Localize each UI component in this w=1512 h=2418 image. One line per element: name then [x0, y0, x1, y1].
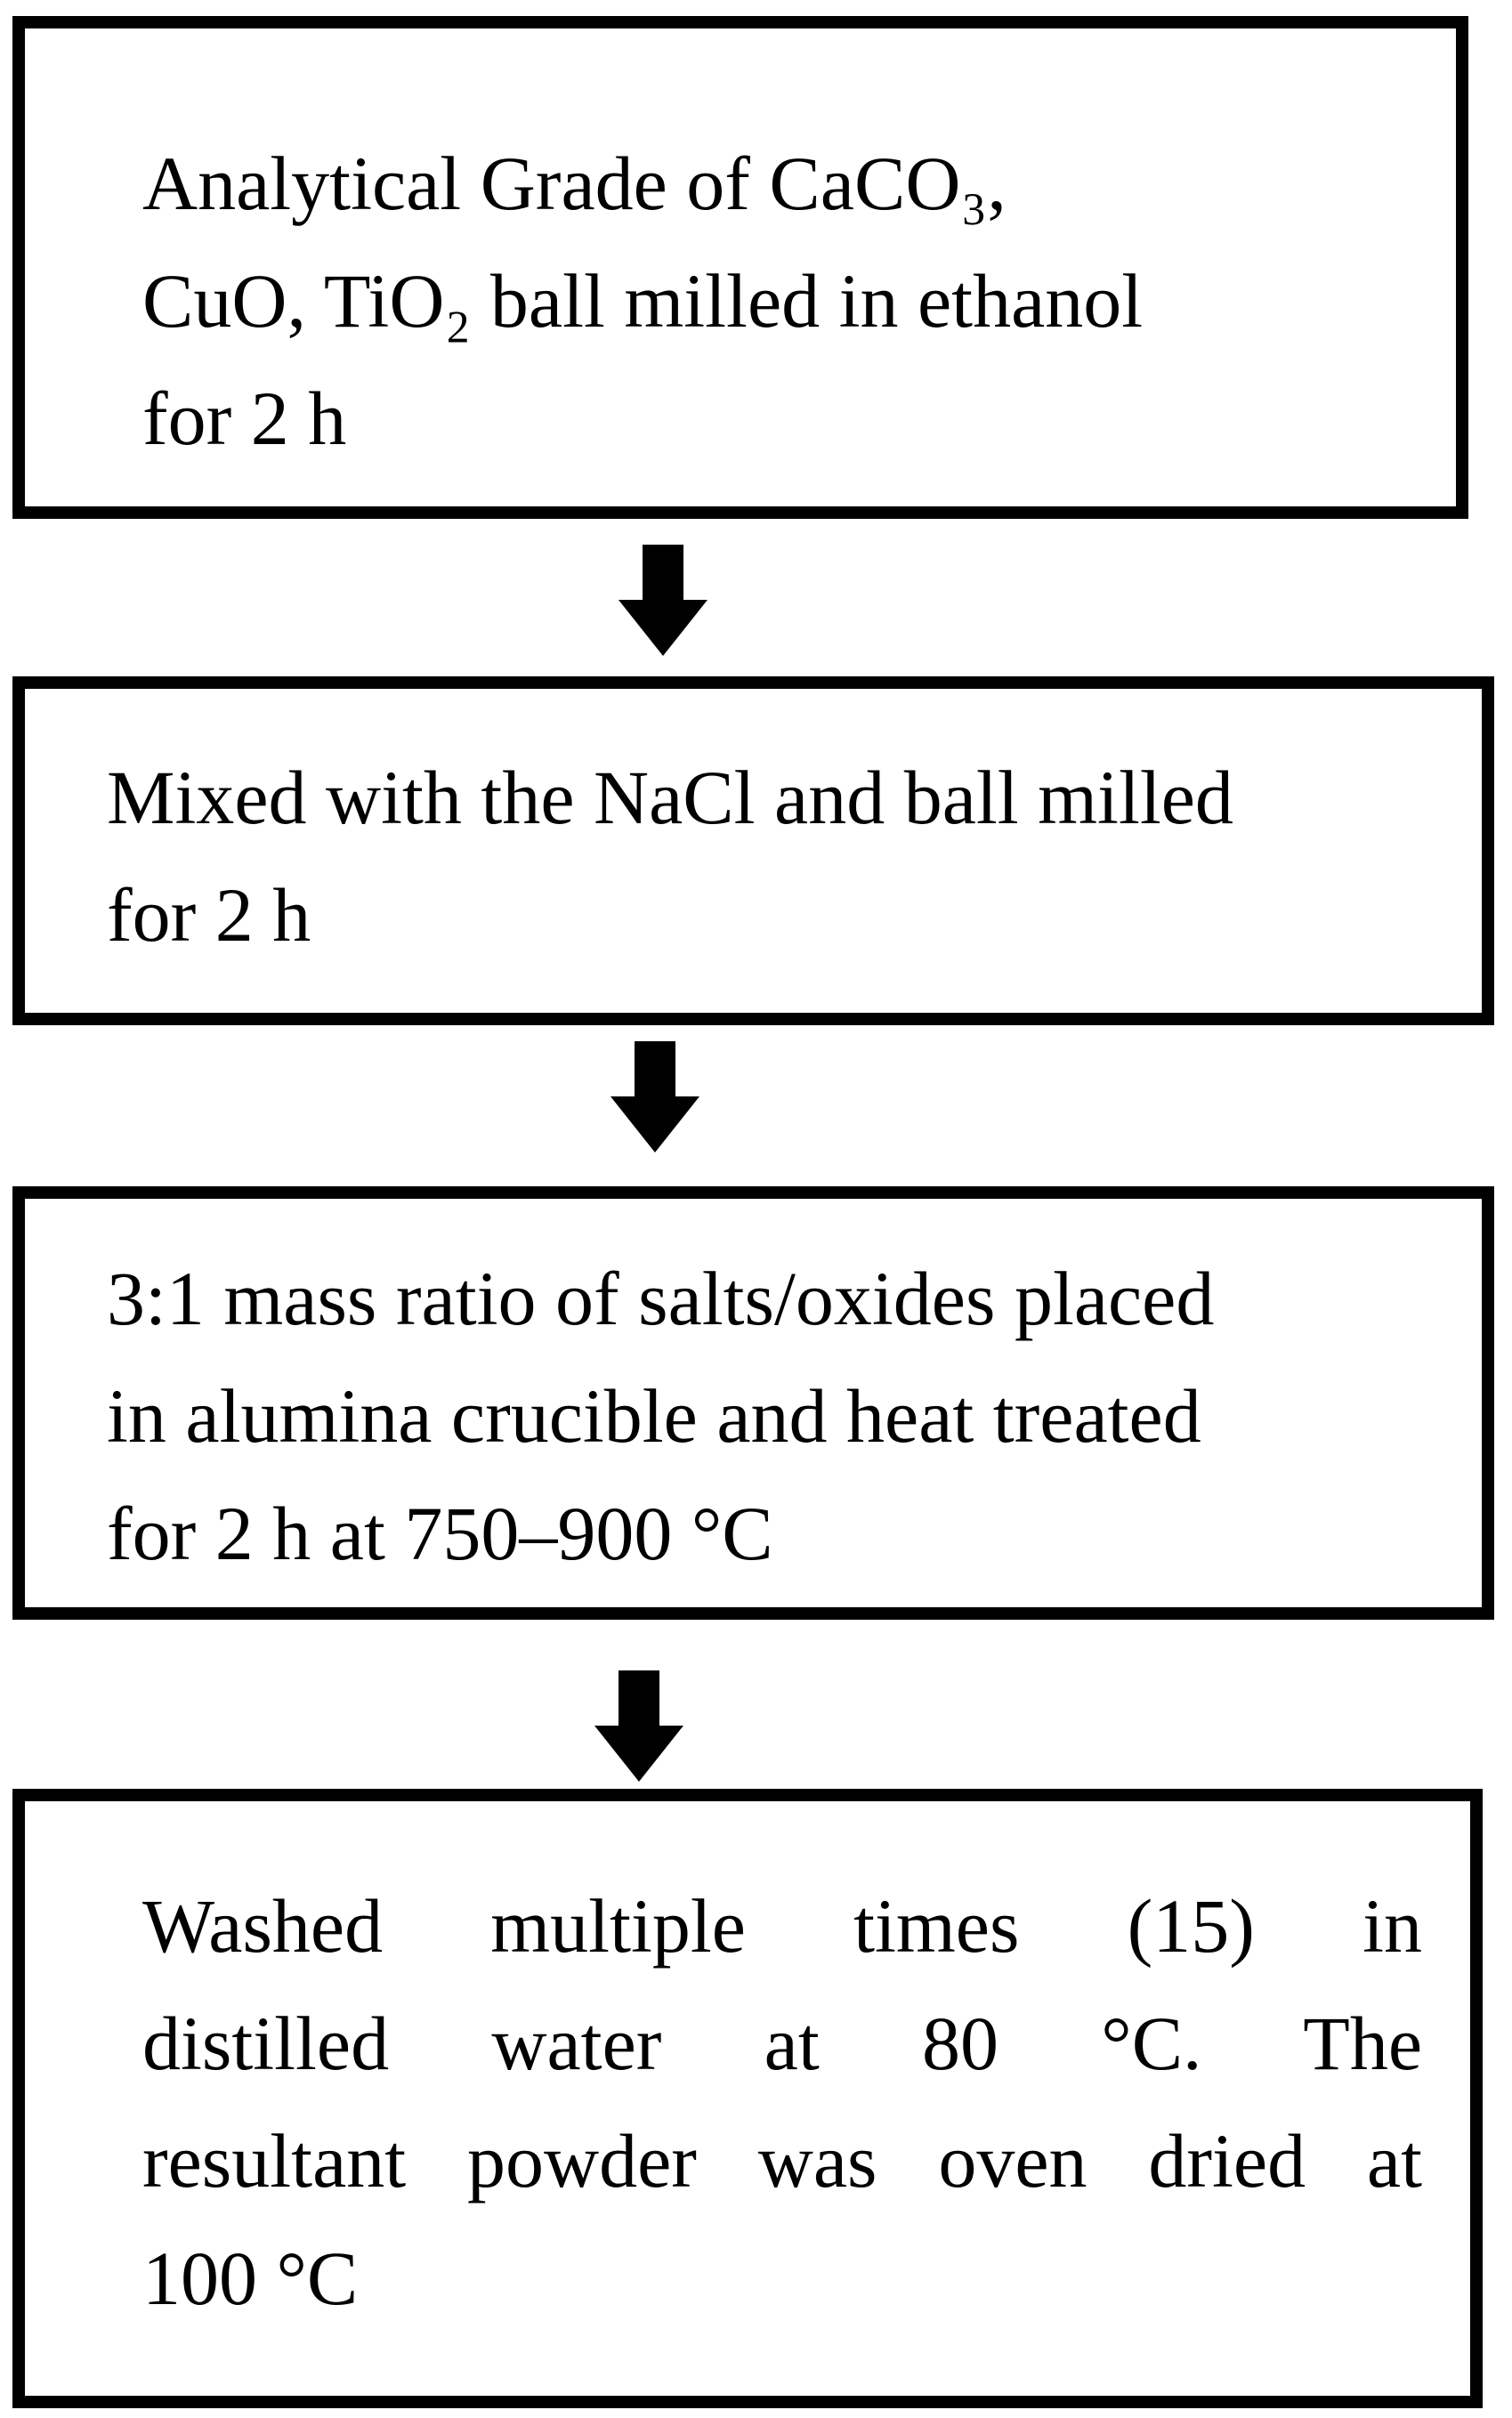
step-1-line-1: Analytical Grade of CaCO₃,	[142, 141, 1007, 226]
step-2-line-2: for 2 h	[107, 872, 311, 958]
arrow-down-icon	[594, 1670, 683, 1782]
step-4-line-1: Washed multiple times (15) in	[142, 1883, 1422, 1969]
step-1-line-3: for 2 h	[142, 376, 347, 461]
step-1-line-2: CuO, TiO₂ ball milled in ethanol	[142, 258, 1144, 344]
step-2-line-1: Mixed with the NaCl and ball milled	[107, 755, 1233, 840]
step-1-text	[142, 125, 1143, 477]
step-4-line-2: distilled water at 80 °C. The	[142, 2001, 1422, 2086]
step-3-box	[12, 1186, 1494, 1620]
step-3-line-1: 3:1 mass ratio of salts/oxides placed	[107, 1256, 1215, 1341]
step-3-line-3: for 2 h at 750–900 °C	[107, 1491, 773, 1576]
arrow-down-icon	[610, 1041, 699, 1152]
step-2-box	[12, 676, 1494, 1025]
step-4-text	[142, 1867, 1422, 2337]
step-1-box	[12, 16, 1468, 519]
arrow-down-icon	[619, 545, 707, 656]
step-4-box	[12, 1789, 1483, 2408]
step-3-text	[107, 1240, 1214, 1592]
step-4-line-4: 100 °C	[142, 2236, 359, 2321]
step-4-line-3: resultant powder was oven dried at	[142, 2118, 1422, 2204]
step-3-line-2: in alumina crucible and heat treated	[107, 1373, 1201, 1459]
step-2-text	[107, 739, 1233, 974]
